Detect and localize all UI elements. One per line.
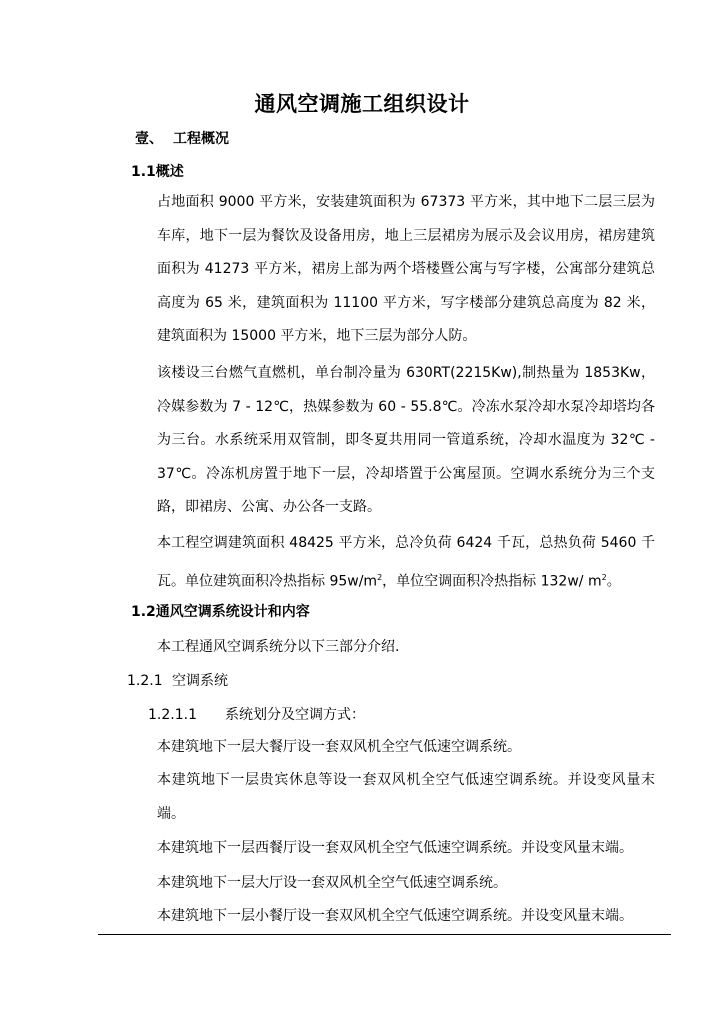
section-1-2-1-1-heading xyxy=(148,704,365,724)
chapter-number: 壹、 xyxy=(135,131,163,147)
load-text: 本工程空调建筑面积 48425 平方米，总冷负荷 6424 千瓦，总热负荷 5460 千瓦。单位建筑面积冷热指标 95w/m xyxy=(157,535,655,590)
system-item: 本建筑地下一层大餐厅设一套双风机全空气低速空调系统。 xyxy=(157,739,521,755)
system-item: 本建筑地下一层大厅设一套双风机全空气低速空调系统。 xyxy=(157,875,507,891)
chapter-heading xyxy=(135,128,229,148)
section-1-1-heading: 1.1概述 xyxy=(131,164,184,180)
section-1-2-1-1-label: 系统划分及空调方式： xyxy=(225,707,365,723)
overview-paragraph-load xyxy=(157,527,655,599)
overview-paragraph-site: 占地面积 9000 平方米，安装建筑面积为 67373 平方米，其中地下二层三层为车库，地下一层为餐饮及设备用房，地上三层裙房为展示及会议用房，裙房建筑面积为 41273 平方米，裙房上部为两个塔楼暨公寓与写字楼，公寓部分建筑总高度为 65 米，建筑面积为 11100 平方米，写字楼部分建筑总高度为 82 米，建筑面积为 15000 平方米，地下三层为部分人防。 xyxy=(157,194,655,344)
section-1-2-1-heading xyxy=(127,670,228,690)
system-item: 本建筑地下一层西餐厅设一套双风机全空气低速空调系统。并设变风量末端。 xyxy=(157,840,633,856)
overview-paragraph-equipment: 该楼设三台燃气直燃机，单台制冷量为 630RT(2215Kw),制热量为 1853Kw，冷媒参数为 7 - 12℃，热媒参数为 60 - 55.8℃。冷冻水泵冷却水泵冷却塔均各为三台。水系统采用双管制，即冬夏共用同一管道系统，冷却水温度为 32℃ - 37℃。冷冻机房置于地下一层，冷却塔置于公寓屋顶。空调水系统分为三个支路，即裙房、公寓、办公各一支路。 xyxy=(157,365,655,515)
page-title: 通风空调施工组织设计 xyxy=(254,92,470,116)
load-text-end: 。 xyxy=(606,573,621,590)
section-1-2-intro: 本工程通风空调系统分以下三部分介绍. xyxy=(157,639,400,655)
system-item: 本建筑地下一层贵宾休息等设一套双风机全空气低速空调系统。并设变风量末端。 xyxy=(157,772,655,822)
load-superscript-1: 2 xyxy=(377,572,383,582)
footer-divider xyxy=(98,934,671,935)
section-1-2-1-number: 1.2.1 xyxy=(127,673,163,689)
system-item: 本建筑地下一层小餐厅设一套双风机全空气低速空调系统。并设变风量末端。 xyxy=(157,908,633,924)
section-1-2-1-1-number: 1.2.1.1 xyxy=(148,707,197,723)
section-1-2-1-label: 空调系统 xyxy=(172,673,228,689)
chapter-label: 工程概况 xyxy=(173,131,229,147)
section-1-2-heading: 1.2通风空调系统设计和内容 xyxy=(131,604,310,620)
load-superscript-2: 2 xyxy=(601,572,607,582)
load-text-middle: ，单位空调面积冷热指标 132w/ m xyxy=(382,573,602,590)
